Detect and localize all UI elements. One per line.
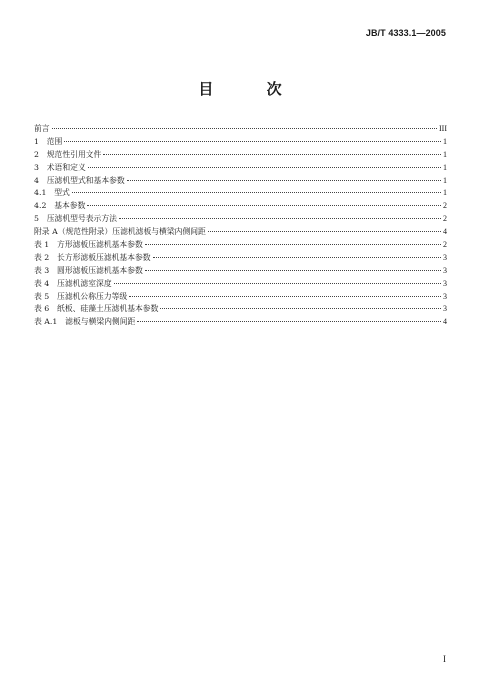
toc-entry-page: 4 bbox=[443, 227, 447, 237]
dot-leader bbox=[208, 231, 441, 232]
dot-leader bbox=[145, 244, 441, 245]
toc-entry-label: 表 6 纸板、硅藻土压滤机基本参数 bbox=[34, 304, 159, 314]
toc-entry[interactable] bbox=[34, 162, 447, 175]
toc-entry-page: 1 bbox=[443, 162, 447, 172]
page-number: I bbox=[443, 654, 446, 664]
dot-leader bbox=[145, 270, 441, 271]
toc-entry[interactable] bbox=[34, 291, 447, 304]
toc-entry-label: 3 术语和定义 bbox=[34, 162, 86, 172]
toc-entry[interactable] bbox=[34, 278, 447, 291]
toc-entry-label: 表 5 压滤机公称压力等级 bbox=[34, 291, 128, 301]
toc-entry-label: 2 规范性引用文件 bbox=[34, 149, 102, 159]
toc-entry-label: 前言 bbox=[34, 124, 50, 133]
toc-entry[interactable] bbox=[34, 303, 447, 316]
toc-entry[interactable] bbox=[34, 316, 447, 329]
toc-entry[interactable] bbox=[34, 123, 447, 136]
toc-entry[interactable] bbox=[34, 200, 447, 213]
toc-entry[interactable] bbox=[34, 149, 447, 162]
toc-entry[interactable] bbox=[34, 187, 447, 200]
toc-entry[interactable] bbox=[34, 175, 447, 188]
dot-leader bbox=[129, 296, 441, 297]
toc-entry-label: 4 压滤机型式和基本参数 bbox=[34, 175, 125, 185]
dot-leader bbox=[88, 167, 441, 168]
toc-entry-page: 3 bbox=[443, 278, 447, 288]
toc-entry[interactable] bbox=[34, 265, 447, 278]
toc-entry-page: 4 bbox=[443, 317, 447, 327]
dot-leader bbox=[153, 257, 441, 258]
toc-entry[interactable] bbox=[34, 213, 447, 226]
table-of-contents bbox=[34, 123, 447, 329]
toc-entry-label: 表 4 压滤机滤室深度 bbox=[34, 278, 112, 288]
toc-entry-page: 2 bbox=[443, 201, 447, 211]
toc-entry-label: 附录 A（规范性附录）压滤机滤板与横梁内侧间距 bbox=[34, 227, 206, 237]
dot-leader bbox=[72, 192, 441, 193]
dot-leader bbox=[119, 218, 441, 219]
toc-entry[interactable] bbox=[34, 252, 447, 265]
dot-leader bbox=[160, 308, 441, 309]
toc-entry-label: 4.1 型式 bbox=[34, 188, 70, 198]
toc-entry-label: 表 1 方形滤板压滤机基本参数 bbox=[34, 240, 143, 250]
toc-entry-page: 3 bbox=[443, 252, 447, 262]
toc-entry[interactable] bbox=[34, 226, 447, 239]
toc-entry-page: III bbox=[439, 124, 447, 133]
dot-leader bbox=[137, 321, 441, 322]
toc-entry-label: 1 范围 bbox=[34, 136, 63, 146]
toc-entry-label: 表 3 圆形滤板压滤机基本参数 bbox=[34, 265, 143, 275]
toc-entry-page: 3 bbox=[443, 265, 447, 275]
toc-entry-label: 表 2 长方形滤板压滤机基本参数 bbox=[34, 252, 151, 262]
dot-leader bbox=[114, 283, 441, 284]
toc-entry-page: 2 bbox=[443, 214, 447, 224]
page-title: 目 次 bbox=[198, 80, 306, 98]
dot-leader bbox=[103, 154, 441, 155]
dot-leader bbox=[52, 128, 437, 129]
toc-entry-page: 3 bbox=[443, 291, 447, 301]
standard-code: JB/T 4333.1—2005 bbox=[365, 28, 446, 38]
dot-leader bbox=[127, 180, 441, 181]
toc-entry-page: 2 bbox=[443, 240, 447, 250]
dot-leader bbox=[87, 205, 441, 206]
toc-entry-page: 1 bbox=[443, 149, 447, 159]
toc-entry[interactable] bbox=[34, 239, 447, 252]
toc-entry-page: 1 bbox=[443, 136, 447, 146]
toc-entry-label: 表 A.1 滤板与横梁内侧间距 bbox=[34, 317, 136, 327]
toc-entry-page: 1 bbox=[443, 188, 447, 198]
toc-entry-label: 4.2 基本参数 bbox=[34, 201, 86, 211]
toc-entry[interactable] bbox=[34, 136, 447, 149]
toc-entry-page: 3 bbox=[443, 304, 447, 314]
dot-leader bbox=[64, 141, 441, 142]
toc-entry-page: 1 bbox=[443, 175, 447, 185]
toc-entry-label: 5 压滤机型号表示方法 bbox=[34, 214, 117, 224]
